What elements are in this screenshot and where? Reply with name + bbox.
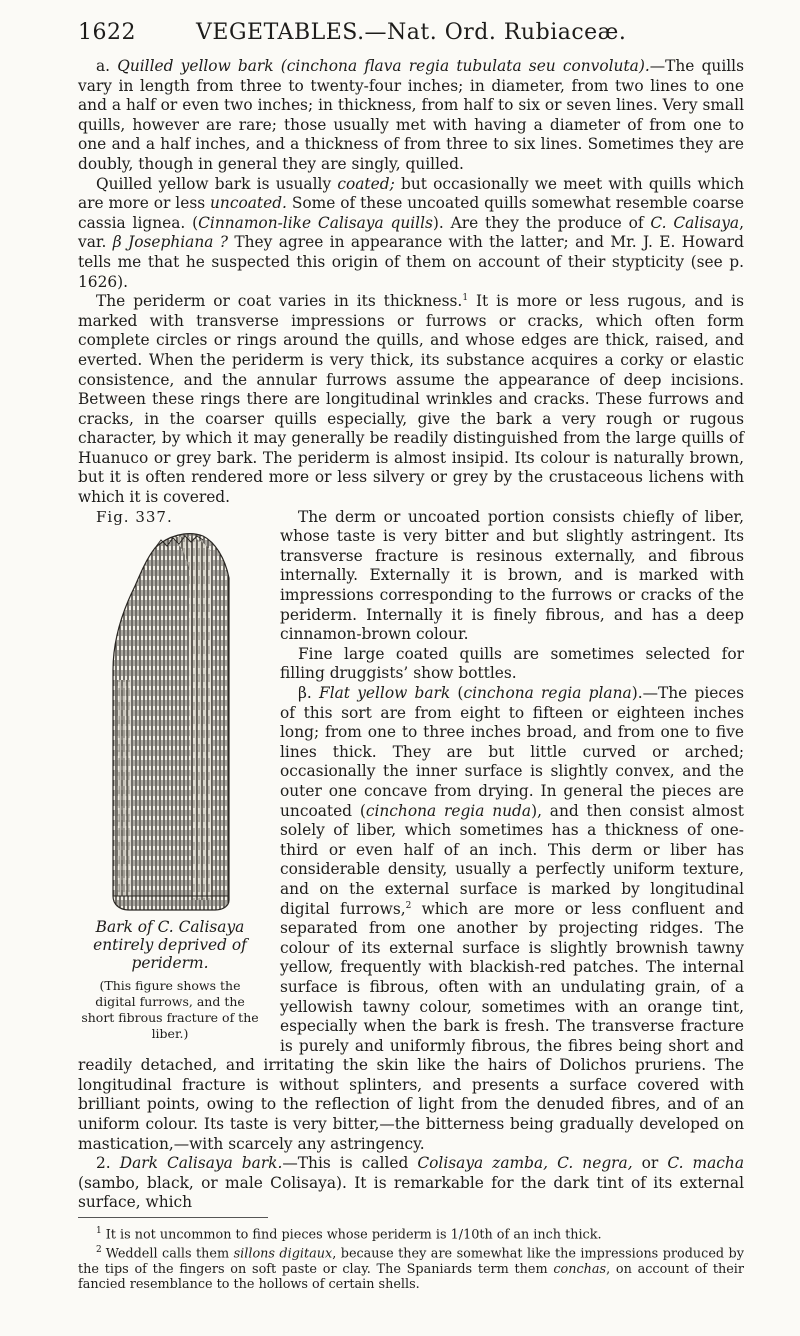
- text-run: ), and then consist almost solely of liber, which sometimes has a thickness of one-third or even half of an inch. This derm or liber has considerable density, usually a perfectly uniform texture, and on the external surface is marked by longitudinal digital furrows,: [280, 801, 744, 918]
- term-sillons-digitaux: sillons digitaux: [233, 1246, 333, 1262]
- paragraph-quilled-yellow-bark: [78, 57, 744, 175]
- page-number: 1622: [78, 20, 136, 45]
- latin-name: (cinchona flava regia tubulata seu convoluta).: [273, 57, 650, 75]
- text-run: (: [450, 684, 464, 702]
- text-run: They agree in appearance with the latter; and Mr. J. E. Howard tells me that he suspected this origin of them on account of their stypticity (see p. 1626).: [78, 233, 744, 291]
- paragraph-periderm: [78, 292, 744, 508]
- paragraph-dark-calisaya: [78, 1154, 744, 1213]
- term-flat-yellow-bark: Flat yellow bark: [319, 684, 451, 702]
- figure-337: [78, 508, 262, 1042]
- footnote-1: [78, 1224, 744, 1243]
- text-run: Some of these uncoated quills somewhat resemble coarse cassia lignea. (: [78, 194, 744, 232]
- term-colisaya-names: Colisaya zamba, C. negra,: [417, 1154, 633, 1173]
- text-run: , var.: [78, 213, 744, 252]
- text-run: —This is called: [282, 1154, 418, 1173]
- footnote-number: 1: [96, 1226, 102, 1237]
- text-run: Weddell calls them: [105, 1246, 234, 1262]
- footnote-number: 2: [96, 1244, 102, 1255]
- text-run: (sambo, black, or male Colisaya). It is remarkable for the dark tint of its external surface, which: [78, 1173, 744, 1212]
- text-run: The periderm or coat varies in its thickness.: [96, 292, 463, 311]
- paragraph-derm: The derm or uncoated portion consists chiefly of liber, whose taste is very bitter and but slightly astringent. Its transverse fracture is resinous externally, and fibrous internally. Externally it is brown, and is marked with impressions corresponding to the furrows or cracks of the periderm. Internally it is finely fibrous, and has a deep cinnamon-brown colour.: [280, 507, 744, 644]
- item-marker: a.: [96, 57, 118, 75]
- text-run: th of an inch thick.: [479, 1227, 602, 1243]
- term-macha: C. macha: [667, 1154, 744, 1173]
- text-run: or: [632, 1154, 668, 1173]
- text-run: It is more or less rugous, and is marked with transverse impressions or furrows or cracks, which often form complete circles or rings around the quills, and whose edges are thick, raised, and everted. When the periderm is very thick, its substance acquires a corky or elastic consistence, and the annular furrows assume the appearance of deep incisions. Between these rings there are longitudinal wrinkles and cracks. These furrows and cracks, in the coarser quills especially, give the bark a very rough or rugous character, by which it may generally be readily distinguished from the large quills of Huanuco or grey bark. The periderm is almost insipid. Its colour is naturally brown, but it is often rendered more or less silvery or grey by the crustaceous lichens with which it is covered.: [78, 292, 744, 507]
- footnote-2: [78, 1243, 744, 1293]
- paragraph-text: —The quills vary in length from three to twenty-four inches; in diameter, from two lines to one and a half or even two inches; in thickness, from half to six or seven lines. Very small quills, however are rare; those usually met with having a diameter of from one to one and a half inches, and a thickness of from three to six lines. Sometimes they are doubly, though in general they are singly, quilled.: [78, 57, 744, 173]
- term-dark-calisaya: Dark Calisaya bark.: [119, 1154, 283, 1173]
- term-uncoated: uncoated.: [210, 194, 287, 213]
- latin-name: cinchona regia plana: [463, 684, 632, 702]
- footnote-ref-1[interactable]: 1: [462, 293, 469, 303]
- term-coated: coated;: [337, 174, 395, 193]
- text-run: , because they are somewhat like the impressions produced by the tips of the fingers on soft paste or clay. The Spaniards term them: [78, 1246, 744, 1277]
- bark-illustration: [95, 530, 245, 912]
- figure-label: Fig. 337.: [96, 507, 173, 526]
- text-run: It is not uncommon to find pieces whose periderm is: [105, 1227, 451, 1243]
- figure-note: (This figure shows the digital furrows, and the short fibrous fracture of the liber.): [81, 977, 259, 1041]
- term-josephiana: β Josephiana ?: [112, 233, 229, 252]
- text-run: Quilled yellow bark is usually: [96, 174, 338, 193]
- page: [78, 20, 744, 1293]
- term-quilled-yellow-bark: Quilled yellow bark: [117, 57, 274, 75]
- text-run: ).: [631, 684, 643, 702]
- text-run: ). Are they the produce of: [432, 213, 651, 232]
- term-cinnamon-like: Cinnamon-like Calisaya quills: [198, 213, 433, 232]
- running-header: [78, 20, 744, 45]
- term-conchas: conchas: [553, 1261, 607, 1277]
- item-marker: 2.: [96, 1154, 120, 1173]
- running-title: VEGETABLES.—Nat. Ord. Rubiaceæ.: [196, 20, 627, 45]
- figure-caption: Bark of C. Calisaya entirely deprived of periderm.: [93, 917, 247, 972]
- item-marker: β.: [298, 684, 320, 702]
- text-run: which are more or less confluent and separated from one another by projecting ridges. The colour of its external surface is slightly brownish tawny yellow, frequently with blackish-red patches. The internal surface is fibrous, often with an undulating grain, of a yellowish tawny colour, sometimes with an orange tint, especially when the bark is fresh. The transverse fracture is purely and uniformly fibrous, the fibres being short and readily detached, and irritating the skin like the hairs of Dolichos pruriens. The longitudinal fracture is without splinters, and presents a surface covered with brilliant points, owing to the reflection of light from the denuded fibres, and of an uniform colour. Its taste is very bitter,—the bitterness being gradually developed on mastication,—with scarcely any astringency.: [78, 899, 744, 1153]
- term-calisaya: C. Calisaya: [650, 213, 740, 232]
- paragraph-coated: [78, 175, 744, 293]
- footnote-divider: [78, 1217, 268, 1218]
- text-run: but occasionally we meet with quills which are more or less: [78, 174, 745, 213]
- footnote-ref-2[interactable]: 2: [405, 900, 412, 911]
- text-run: —The pieces of this sort are from eight to fifteen or eighteen inches long; from one to three inches broad, and from one to five lines thick. They are but little curved or arched; occasionally the inner surface is slightly convex, and the outer one concave from drying. In general the pieces are uncoated (: [280, 684, 744, 820]
- fraction: 1/10: [450, 1227, 480, 1243]
- paragraph-show-bottles: Fine large coated quills are sometimes selected for filling druggists’ show bottles.: [280, 644, 744, 683]
- text-run: , on account of their fancied resemblance to the hollows of certain shells.: [78, 1261, 744, 1293]
- latin-name-nuda: cinchona regia nuda: [365, 801, 532, 820]
